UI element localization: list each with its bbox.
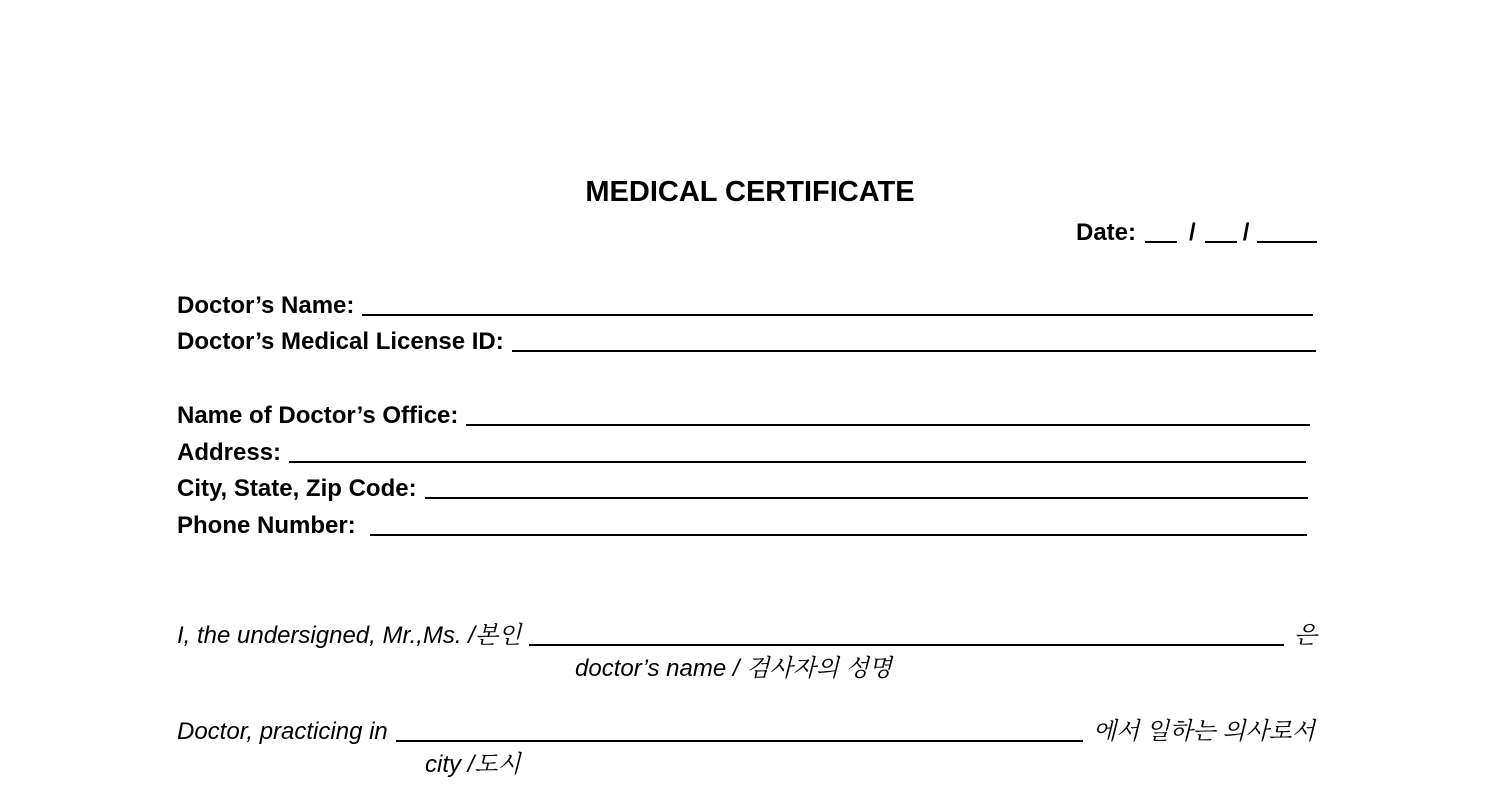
date-label: Date: <box>1076 219 1137 246</box>
statement-prefix: I, the undersigned, Mr.,Ms. /본인 <box>177 622 522 649</box>
document-title: MEDICAL CERTIFICATE <box>585 176 915 208</box>
statement-prefix: Doctor, practicing in <box>177 718 388 745</box>
field-label: City, State, Zip Code: <box>177 475 417 502</box>
doctor-name-blank[interactable] <box>362 294 1313 316</box>
city-caption: city /도시 <box>425 751 521 778</box>
doctor-name-caption: doctor’s name / 검사자의 성명 <box>575 655 892 682</box>
field-label: Name of Doctor’s Office: <box>177 402 459 429</box>
license-id-field <box>177 328 1316 356</box>
address-field <box>177 439 1306 467</box>
office-name-field <box>177 402 1310 430</box>
field-label: Address: <box>177 439 282 466</box>
phone-number-blank[interactable] <box>370 514 1307 536</box>
field-label: Phone Number: <box>177 512 356 539</box>
license-id-blank[interactable] <box>512 330 1316 352</box>
phone-number-field <box>177 512 1307 540</box>
doctor-name-statement-blank[interactable] <box>529 624 1284 646</box>
doctor-name-field <box>177 292 1313 320</box>
address-blank[interactable] <box>289 441 1306 463</box>
city-statement-blank[interactable] <box>396 720 1083 742</box>
field-label: Doctor’s Name: <box>177 292 355 319</box>
date-month-blank[interactable] <box>1145 221 1177 243</box>
date-day-blank[interactable] <box>1205 221 1237 243</box>
date-year-blank[interactable] <box>1257 221 1317 243</box>
city-state-zip-field <box>177 475 1308 503</box>
field-label: Doctor’s Medical License ID: <box>177 328 504 355</box>
date-field <box>1076 219 1317 247</box>
statement-suffix: 에서 일하는 의사로서 <box>1093 718 1315 745</box>
date-separator: / <box>1189 219 1196 246</box>
statement-line-1 <box>177 615 1317 650</box>
city-state-zip-blank[interactable] <box>425 477 1308 499</box>
statement-suffix: 은 <box>1293 622 1317 649</box>
office-name-blank[interactable] <box>466 404 1310 426</box>
date-separator: / <box>1242 219 1250 246</box>
statement-line-2 <box>177 711 1315 746</box>
